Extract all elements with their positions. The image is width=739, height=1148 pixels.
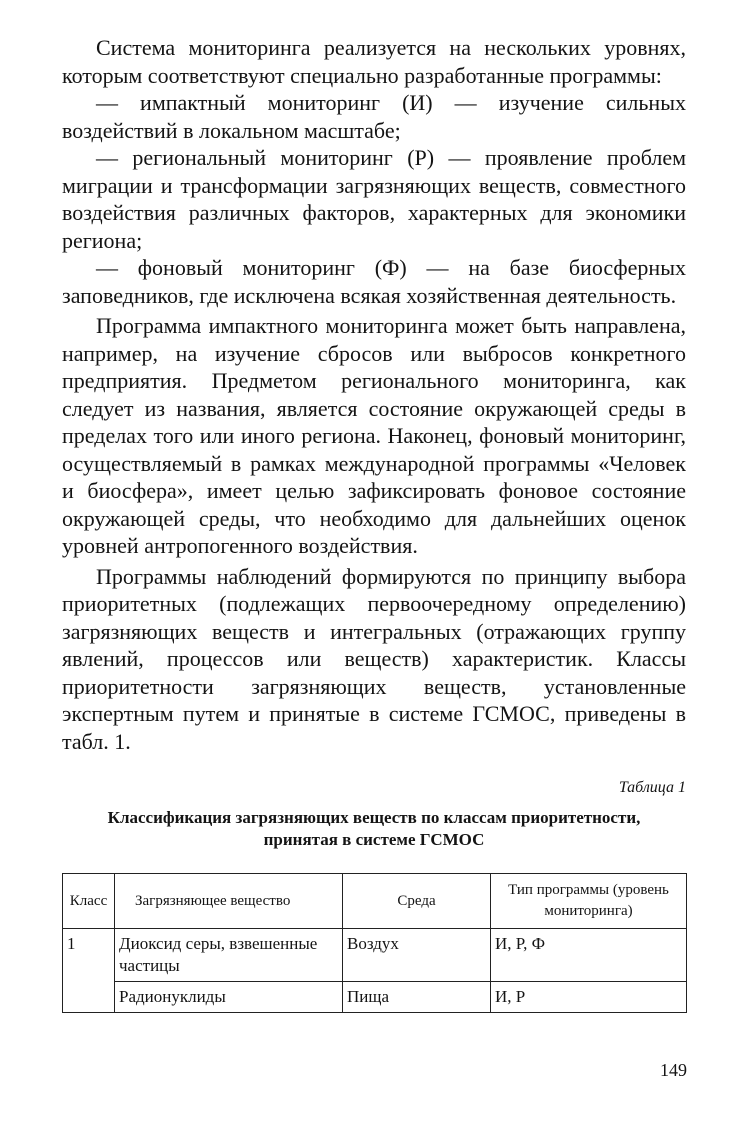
header-class: Класс (63, 874, 115, 929)
page-content (62, 34, 686, 1013)
table-header-row (63, 874, 687, 929)
cell-program: И, Р (491, 982, 687, 1013)
page-number: 149 (660, 1060, 687, 1080)
program-paragraph: Программа импактного мониторинга может быть направлена, например, на изучение сбросов или выбросов конкретного предприятия. Предметом регионального мониторинга, как следует из названия, является состояние окружающей среды в пределах того или иного региона. Наконец, фоновый мониторинг, осуществляемый в рамках международной программы «Человек и биосфера», имеет целью зафиксировать фоновое состояние окружающей среды, что необходимо для дальнейших оценок уровней антропогенного воздействия. (62, 313, 686, 558)
intro-paragraph: Система мониторинга реализуется на нескольких уровнях, которым соответствуют специально разработанные программы: (62, 35, 686, 88)
cell-class: 1 (63, 929, 115, 1013)
header-medium: Среда (343, 874, 491, 929)
classification-table (62, 873, 687, 1013)
list-item-regional: — региональный мониторинг (Р) — проявление проблем миграции и трансформации загрязняющих веществ, совместного воздействия различных факторов, характерных для экономики региона; (62, 145, 686, 253)
table-title-line-2: принятая в системе ГСМОС (263, 830, 485, 849)
cell-program: И, Р, Ф (491, 929, 687, 982)
cell-medium: Пища (343, 982, 491, 1013)
header-substance: Загрязняющее вещество (115, 874, 343, 929)
list-item-background: — фоновый мониторинг (Ф) — на базе биосферных заповедников, где исключена всякая хозяйственная деятельность. (62, 255, 686, 308)
table-row (63, 982, 687, 1013)
observation-paragraph: Программы наблюдений формируются по принципу выбора приоритетных (подлежащих первоочередному определению) загрязняющих веществ и интегральных (отражающих группу явлений, процессов или веществ) характеристик. Классы приоритетности загрязняющих веществ, установленные экспертным путем и принятые в системе ГСМОС, приведены в табл. 1. (62, 563, 686, 754)
list-item-impact: — импактный мониторинг (И) — изучение сильных воздействий в локальном масштабе; (62, 90, 686, 143)
header-program-type: Тип программы (уровень мониторинга) (491, 874, 687, 929)
cell-substance: Радионуклиды (115, 982, 343, 1013)
table-title (62, 807, 686, 851)
table-row (63, 929, 687, 982)
cell-substance: Диоксид серы, взвешенные частицы (115, 929, 343, 982)
table-title-line-1: Классификация загрязняющих веществ по классам приоритетности, (107, 808, 641, 827)
table-label: Таблица 1 (618, 779, 686, 796)
cell-medium: Воздух (343, 929, 491, 982)
